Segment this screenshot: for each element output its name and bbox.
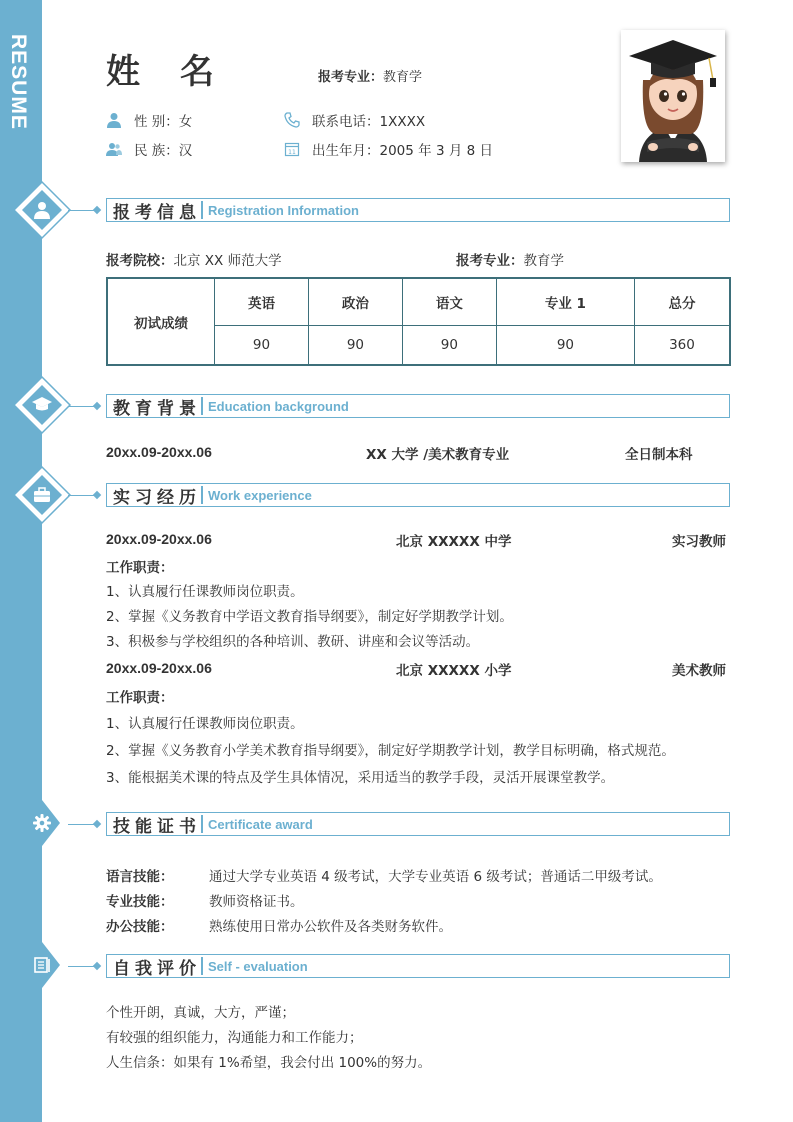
skill-label: 办公技能：: [106, 919, 174, 935]
phone-text: 联系电话：1XXXX: [312, 114, 426, 130]
gender-text: 性 别：女: [134, 114, 193, 130]
registration-section-header: [106, 198, 730, 222]
birth-row: [284, 139, 493, 159]
certificate-section-header: [106, 812, 730, 836]
user-icon: [30, 198, 54, 222]
gender-row: [106, 110, 192, 130]
self-connector-tip: [93, 962, 101, 970]
self-eval-line: 有较强的组织能力，沟通能力和工作能力；: [106, 1030, 363, 1046]
title-divider: [201, 486, 203, 504]
duty-item: 2、掌握《义务教育中学语文教育指导纲要》，制定好学期教学计划。: [106, 609, 513, 625]
work-org: 北京 XXXXX 中学: [396, 534, 512, 550]
title-divider: [201, 815, 203, 833]
ethnicity-text: 民 族：汉: [134, 143, 193, 159]
self-eval-line: 个性开朗，真诚，大方，严谨；: [106, 1005, 295, 1021]
education-title-zh: 教育背景: [113, 398, 201, 419]
work-period: 20xx.09-20xx.06: [106, 660, 212, 676]
score-value: 90: [496, 326, 634, 365]
profile-photo: [621, 30, 725, 162]
title-divider: [201, 957, 203, 975]
apply-school: 报考院校：北京 XX 师范大学: [106, 253, 282, 269]
work-title-zh: 实习经历: [113, 487, 201, 508]
score-value: 90: [308, 326, 402, 365]
svg-text:11: 11: [288, 149, 296, 156]
education-connector-tip: [93, 402, 101, 410]
graduate-avatar: [621, 30, 725, 162]
score-value: 90: [215, 326, 309, 365]
skill-value: 教师资格证书。: [209, 894, 304, 910]
title-divider: [201, 397, 203, 415]
score-header: 总分: [634, 278, 730, 326]
duty-item: 3、积极参与学校组织的各种培训、教研、讲座和会议等活动。: [106, 634, 480, 650]
duty-title: 工作职责：: [106, 690, 174, 706]
people-icon: [106, 141, 122, 157]
education-title-en: Education background: [208, 398, 349, 414]
registration-connector-tip: [93, 206, 101, 214]
score-header: 专业 1: [496, 278, 634, 326]
registration-title-en: Registration Information: [208, 202, 359, 218]
resume-vertical-label: RESUME: [7, 34, 30, 130]
work-org: 北京 XXXXX 小学: [396, 663, 512, 679]
skill-label: 专业技能：: [106, 894, 174, 910]
self-eval-line: 人生信条：如果有 1%希望，我会付出 100%的努力。: [106, 1055, 432, 1071]
skill-value: 熟练使用日常办公软件及各类财务软件。: [209, 919, 452, 935]
self-section-header: [106, 954, 730, 978]
score-header: 英语: [215, 278, 309, 326]
education-period: 20xx.09-20xx.06: [106, 444, 212, 460]
graduation-cap-icon: [30, 393, 54, 417]
certificate-title-zh: 技能证书: [113, 816, 201, 837]
table-row: [107, 278, 730, 326]
phone-row: [284, 110, 425, 130]
phone-icon: [284, 112, 300, 128]
score-value: 360: [634, 326, 730, 365]
duty-item: 1、认真履行任课教师岗位职责。: [106, 716, 304, 732]
certificate-connector-tip: [93, 820, 101, 828]
person-icon: [106, 112, 122, 128]
score-table: [106, 277, 731, 366]
duty-title: 工作职责：: [106, 560, 174, 576]
calendar-icon: [284, 141, 300, 157]
education-school: XX 大学 /美术教育专业: [366, 447, 510, 463]
duty-item: 3、能根据美术课的特点及学生具体情况，采用适当的教学手段，灵活开展课堂教学。: [106, 770, 615, 786]
gear-icon: [32, 813, 52, 833]
title-divider: [201, 201, 203, 219]
ethnicity-row: [106, 139, 192, 159]
work-title-en: Work experience: [208, 487, 312, 503]
registration-title-zh: 报考信息: [113, 202, 201, 223]
education-degree: 全日制本科: [625, 447, 693, 463]
apply-major: 报考专业：教育学: [456, 253, 564, 269]
score-value: 90: [402, 326, 496, 365]
work-role: 实习教师: [672, 534, 726, 550]
duty-item: 2、掌握《义务教育小学美术教育指导纲要》，制定好学期教学计划，教学目标明确，格式规范。: [106, 743, 675, 759]
work-role: 美术教师: [672, 663, 726, 679]
score-header: 语文: [402, 278, 496, 326]
score-header: 政治: [308, 278, 402, 326]
skill-label: 语言技能：: [106, 869, 174, 885]
notebook-icon: [32, 955, 52, 975]
birth-text: 出生年月：2005 年 3 月 8 日: [312, 143, 493, 159]
candidate-name: 姓名: [106, 52, 254, 92]
work-section-header: [106, 483, 730, 507]
score-row-label: 初试成绩: [107, 278, 215, 365]
certificate-title-en: Certificate award: [208, 816, 313, 832]
education-section-header: [106, 394, 730, 418]
duty-item: 1、认真履行任课教师岗位职责。: [106, 584, 304, 600]
self-title-zh: 自我评价: [113, 958, 201, 979]
apply-major-top: 报考专业：教育学: [318, 70, 423, 85]
work-period: 20xx.09-20xx.06: [106, 531, 212, 547]
self-title-en: Self - evaluation: [208, 958, 308, 974]
skill-value: 通过大学专业英语 4 级考试，大学专业英语 6 级考试；普通话二甲级考试。: [209, 869, 662, 885]
work-connector-tip: [93, 491, 101, 499]
briefcase-icon: [30, 483, 54, 507]
